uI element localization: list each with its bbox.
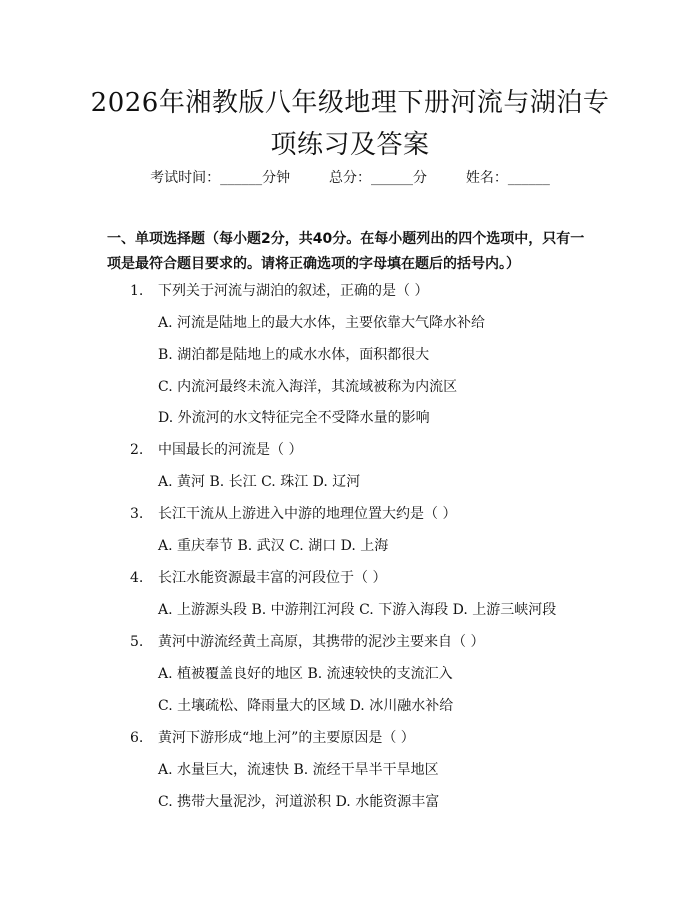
question-4 [130,568,386,588]
exam-time-field: 考试时间：______分钟 [150,170,291,186]
question-6 [130,728,415,748]
total-score-field: 总分：______分 [329,170,427,186]
question-stem: 黄河下游形成“地上河”的主要原因是（ ） [158,730,415,746]
option-line: D. 外流河的水文特征完全不受降水量的影响 [158,410,430,426]
exam-meta [0,168,700,188]
student-name-field: 姓名：______ [465,170,550,186]
question-stem: 长江干流从上游进入中游的地理位置大约是（ ） [158,506,457,522]
question-number: 6. [130,730,144,746]
question-number: 5. [130,634,144,650]
option-line: A. 上游源头段 B. 中游荆江河段 C. 下游入海段 D. 上游三峡河段 [158,602,557,618]
question-number: 2. [130,442,144,458]
question-2 [130,440,302,460]
question-stem: 下列关于河流与湖泊的叙述，正确的是（ ） [158,283,429,299]
option-line: C. 土壤疏松、降雨量大的区域 D. 冰川融水补给 [158,698,454,714]
option-line: B. 湖泊都是陆地上的咸水水体，面积都很大 [158,347,430,363]
option-line: A. 植被覆盖良好的地区 B. 流速较快的支流汇入 [158,666,453,682]
question-number: 3. [130,506,144,522]
option-line: C. 内流河最终未流入海洋，其流域被称为内流区 [158,379,458,395]
question-stem: 黄河中游流经黄土高原，其携带的泥沙主要来自（ ） [158,634,485,650]
option-line: A. 河流是陆地上的最大水体，主要依靠大气降水补给 [158,315,486,331]
question-stem: 长江水能资源最丰富的河段位于（ ） [158,570,387,586]
question-5 [130,632,484,652]
question-3 [130,504,456,524]
option-line: A. 重庆奉节 B. 武汉 C. 湖口 D. 上海 [158,538,389,554]
question-number: 4. [130,570,144,586]
question-stem: 中国最长的河流是（ ） [158,442,303,458]
question-1 [130,281,428,301]
option-line: C. 携带大量泥沙，河道淤积 D. 水能资源丰富 [158,794,440,810]
option-line: A. 黄河 B. 长江 C. 珠江 D. 辽河 [158,474,361,490]
option-line: A. 水量巨大，流速快 B. 流经干旱半干旱地区 [158,762,439,778]
section-heading: 一、单项选择题（每小题2分，共40分。在每小题列出的四个选项中，只有一项是最符合题目要求的。请将正确选项的字母填在题后的括号内。） [107,231,585,272]
question-number: 1. [130,283,144,299]
page-title: 2026年湘教版八年级地理下册河流与湖泊专项练习及答案 [90,88,610,160]
